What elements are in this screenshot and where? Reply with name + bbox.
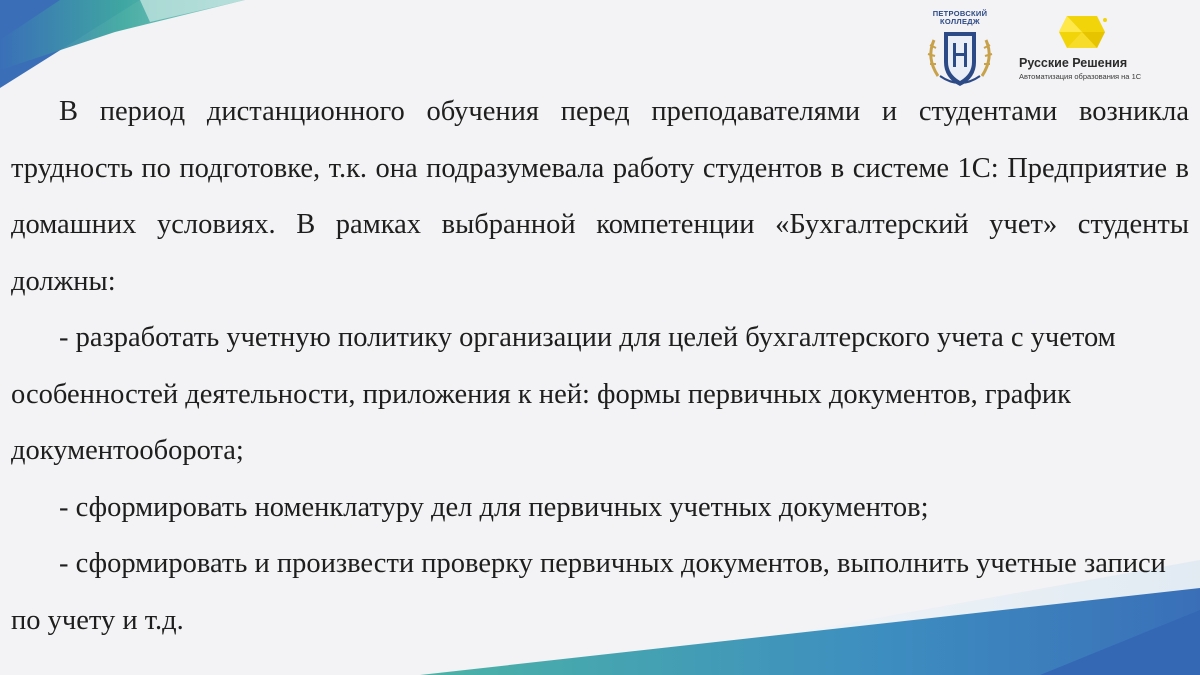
- rs-logo-tagline: Автоматизация образования на 1С: [1019, 72, 1142, 81]
- slide-content: [11, 84, 1189, 649]
- yellow-hexagon-icon: [1013, 12, 1153, 56]
- task-item: - сформировать и произвести проверку первичных документов, выполнить учетные записи по учету и т.д.: [11, 548, 1166, 636]
- college-logo: [920, 10, 1000, 92]
- college-crest-icon: [920, 10, 1000, 92]
- task-item: - разработать учетную политику организации для целей бухгалтерского учета с учетом особенностей деятельности, приложения к ней: формы первичных документов, график документооборота;: [11, 322, 1116, 466]
- task-item: - сформировать номенклатуру дел для первичных учетных документов;: [59, 491, 929, 523]
- college-logo-name: ПЕТРОВСКИЙ КОЛЛЕДЖ: [932, 9, 988, 26]
- russkie-resheniya-logo: [1013, 12, 1153, 82]
- top-left-band-light: [140, 0, 245, 22]
- intro-paragraph: В период дистанционного обучения перед преподавателями и студентами возникла трудность по подготовке, т.к. она подразумевала работу студентов в системе 1С: Предприятие в домашних условиях. В рамках выбранной компетенции «Бухгалтерский учет» студенты должны:: [11, 96, 1189, 297]
- rs-logo-name: Русские Решения: [1019, 56, 1128, 70]
